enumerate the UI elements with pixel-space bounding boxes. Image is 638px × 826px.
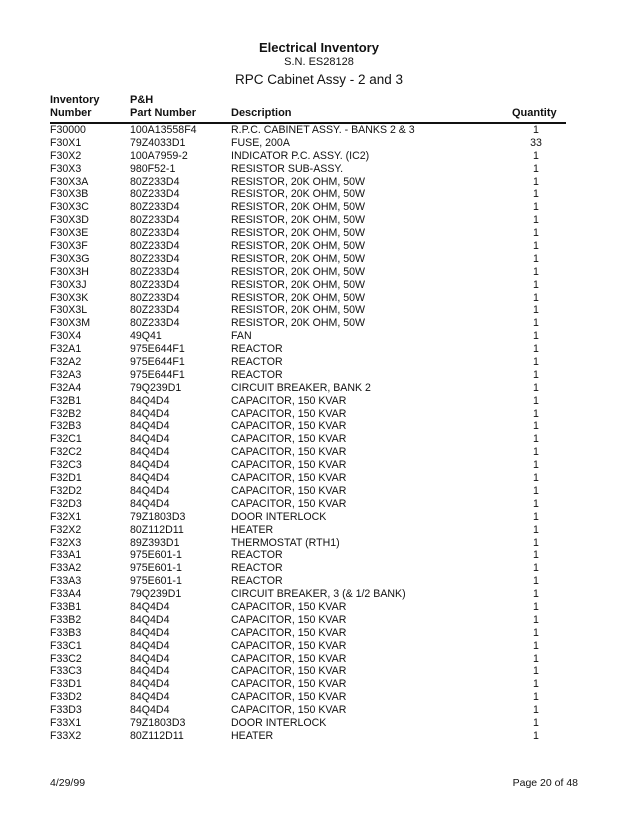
cell-inventory-number: F30X3K xyxy=(50,291,89,304)
cell-part-number: 84Q4D4 xyxy=(130,484,170,497)
table-row xyxy=(50,279,566,292)
cell-description: CAPACITOR, 150 KVAR xyxy=(231,626,347,639)
cell-description: RESISTOR, 20K OHM, 50W xyxy=(231,227,366,240)
cell-description: REACTOR xyxy=(231,356,283,369)
cell-quantity: 1 xyxy=(533,652,539,665)
cell-description: CAPACITOR, 150 KVAR xyxy=(231,407,347,420)
table-row xyxy=(50,665,566,678)
cell-quantity: 1 xyxy=(533,201,539,214)
cell-inventory-number: F32A4 xyxy=(50,381,82,394)
cell-inventory-number: F32C3 xyxy=(50,459,82,472)
cell-inventory-number: F30X2 xyxy=(50,149,82,162)
cell-description: CAPACITOR, 150 KVAR xyxy=(231,446,347,459)
table-row xyxy=(50,227,566,240)
table-row xyxy=(50,395,566,408)
cell-description: CAPACITOR, 150 KVAR xyxy=(231,678,347,691)
table-row xyxy=(50,317,566,330)
cell-inventory-number: F33B1 xyxy=(50,600,82,613)
cell-part-number: 80Z112D11 xyxy=(130,729,184,742)
cell-inventory-number: F33C3 xyxy=(50,665,82,678)
table-row xyxy=(50,730,566,743)
cell-quantity: 1 xyxy=(533,343,539,356)
header-part-bottom: Part Number xyxy=(130,107,197,119)
table-row xyxy=(50,382,566,395)
document-subtitle: RPC Cabinet Assy - 2 and 3 xyxy=(234,72,404,87)
cell-quantity: 1 xyxy=(533,420,539,433)
cell-inventory-number: F32X2 xyxy=(50,523,82,536)
cell-description: CAPACITOR, 150 KVAR xyxy=(231,433,347,446)
cell-inventory-number: F30000 xyxy=(50,124,86,136)
table-row xyxy=(50,137,566,150)
cell-description: RESISTOR, 20K OHM, 50W xyxy=(231,278,366,291)
cell-quantity: 1 xyxy=(533,381,539,394)
cell-part-number: 84Q4D4 xyxy=(130,446,170,459)
cell-inventory-number: F33X2 xyxy=(50,729,82,742)
table-row xyxy=(50,472,566,485)
cell-inventory-number: F32D1 xyxy=(50,472,82,485)
document-header xyxy=(0,40,638,88)
cell-part-number: 80Z233D4 xyxy=(130,214,180,227)
cell-description: RESISTOR, 20K OHM, 50W xyxy=(231,201,366,214)
cell-part-number: 89Z393D1 xyxy=(130,536,180,549)
cell-part-number: 79Q239D1 xyxy=(130,381,182,394)
table-row xyxy=(50,704,566,717)
cell-description: RESISTOR, 20K OHM, 50W xyxy=(231,214,366,227)
cell-part-number: 975E644F1 xyxy=(130,356,185,369)
header-inventory-bottom: Number xyxy=(50,107,92,119)
cell-inventory-number: F33C1 xyxy=(50,639,82,652)
cell-part-number: 80Z233D4 xyxy=(130,252,180,265)
cell-inventory-number: F30X3A xyxy=(50,175,89,188)
table-row xyxy=(50,601,566,614)
cell-quantity: 1 xyxy=(533,613,539,626)
table-row xyxy=(50,614,566,627)
cell-quantity: 1 xyxy=(533,665,539,678)
header-description: Description xyxy=(231,107,292,119)
cell-quantity: 1 xyxy=(533,562,539,575)
cell-quantity: 1 xyxy=(533,188,539,201)
table-row xyxy=(50,459,566,472)
table-row xyxy=(50,124,566,137)
cell-quantity: 1 xyxy=(533,716,539,729)
cell-part-number: 79Z4033D1 xyxy=(130,136,186,149)
cell-part-number: 80Z233D4 xyxy=(130,188,180,201)
cell-inventory-number: F33A2 xyxy=(50,562,82,575)
cell-quantity: 1 xyxy=(533,227,539,240)
cell-part-number: 80Z233D4 xyxy=(130,227,180,240)
cell-part-number: 84Q4D4 xyxy=(130,420,170,433)
cell-part-number: 975E601-1 xyxy=(130,562,182,575)
cell-quantity: 1 xyxy=(533,678,539,691)
cell-description: HEATER xyxy=(231,523,274,536)
cell-quantity: 1 xyxy=(533,175,539,188)
table-row xyxy=(50,292,566,305)
cell-quantity: 1 xyxy=(533,588,539,601)
cell-inventory-number: F32D2 xyxy=(50,484,82,497)
cell-inventory-number: F33D1 xyxy=(50,678,82,691)
cell-inventory-number: F33X1 xyxy=(50,716,82,729)
cell-quantity: 1 xyxy=(533,330,539,343)
cell-quantity: 1 xyxy=(533,252,539,265)
cell-inventory-number: F30X3C xyxy=(50,201,89,214)
cell-description: RESISTOR, 20K OHM, 50W xyxy=(231,291,366,304)
cell-description: RESISTOR, 20K OHM, 50W xyxy=(231,240,366,253)
cell-inventory-number: F32B2 xyxy=(50,407,82,420)
cell-quantity: 1 xyxy=(533,149,539,162)
cell-description: RESISTOR, 20K OHM, 50W xyxy=(231,175,366,188)
cell-part-number: 980F52-1 xyxy=(130,162,176,175)
table-row xyxy=(50,433,566,446)
cell-inventory-number: F30X3D xyxy=(50,214,89,227)
cell-inventory-number: F30X3L xyxy=(50,304,88,317)
table-row xyxy=(50,485,566,498)
cell-inventory-number: F30X3M xyxy=(50,317,91,330)
table-row xyxy=(50,240,566,253)
cell-inventory-number: F33A4 xyxy=(50,588,82,601)
cell-quantity: 1 xyxy=(533,639,539,652)
table-row xyxy=(50,304,566,317)
cell-part-number: 80Z233D4 xyxy=(130,240,180,253)
cell-inventory-number: F30X3J xyxy=(50,278,87,291)
cell-quantity: 1 xyxy=(533,600,539,613)
cell-description: CAPACITOR, 150 KVAR xyxy=(231,394,347,407)
cell-inventory-number: F33B3 xyxy=(50,626,82,639)
cell-description: CIRCUIT BREAKER, 3 (& 1/2 BANK) xyxy=(231,588,406,601)
cell-quantity: 1 xyxy=(533,497,539,510)
cell-inventory-number: F32A1 xyxy=(50,343,82,356)
cell-description: INDICATOR P.C. ASSY. (IC2) xyxy=(231,149,370,162)
cell-inventory-number: F32D3 xyxy=(50,497,82,510)
cell-part-number: 79Z1803D3 xyxy=(130,716,186,729)
cell-quantity: 1 xyxy=(533,626,539,639)
cell-inventory-number: F32A2 xyxy=(50,356,82,369)
footer-page-number: Page 20 of 48 xyxy=(512,777,578,789)
table-row xyxy=(50,408,566,421)
cell-inventory-number: F30X3G xyxy=(50,252,90,265)
cell-inventory-number: F30X3E xyxy=(50,227,89,240)
cell-description: RESISTOR, 20K OHM, 50W xyxy=(231,252,366,265)
cell-quantity: 1 xyxy=(533,691,539,704)
cell-quantity: 1 xyxy=(533,407,539,420)
table-row xyxy=(50,562,566,575)
cell-inventory-number: F32X3 xyxy=(50,536,82,549)
table-row xyxy=(50,498,566,511)
cell-inventory-number: F32B1 xyxy=(50,394,82,407)
table-row xyxy=(50,150,566,163)
cell-quantity: 1 xyxy=(533,446,539,459)
cell-quantity: 1 xyxy=(533,484,539,497)
cell-part-number: 975E601-1 xyxy=(130,549,182,562)
cell-inventory-number: F33A3 xyxy=(50,575,82,588)
cell-part-number: 80Z233D4 xyxy=(130,201,180,214)
table-row xyxy=(50,717,566,730)
cell-quantity: 1 xyxy=(533,304,539,317)
cell-description: RESISTOR, 20K OHM, 50W xyxy=(231,188,366,201)
cell-description: FUSE, 200A xyxy=(231,136,290,149)
cell-quantity: 1 xyxy=(533,536,539,549)
cell-part-number: 84Q4D4 xyxy=(130,652,170,665)
cell-part-number: 84Q4D4 xyxy=(130,433,170,446)
table-row xyxy=(50,420,566,433)
cell-description: CAPACITOR, 150 KVAR xyxy=(231,704,347,717)
table-row xyxy=(50,188,566,201)
cell-inventory-number: F32C1 xyxy=(50,433,82,446)
cell-description: CAPACITOR, 150 KVAR xyxy=(231,459,347,472)
cell-part-number: 80Z233D4 xyxy=(130,265,180,278)
cell-quantity: 1 xyxy=(533,394,539,407)
header-quantity: Quantity xyxy=(512,107,557,119)
cell-quantity: 1 xyxy=(533,240,539,253)
cell-description: CAPACITOR, 150 KVAR xyxy=(231,639,347,652)
cell-part-number: 84Q4D4 xyxy=(130,394,170,407)
cell-description: CAPACITOR, 150 KVAR xyxy=(231,691,347,704)
cell-inventory-number: F30X4 xyxy=(50,330,82,343)
cell-quantity: 1 xyxy=(533,575,539,588)
cell-description: RESISTOR, 20K OHM, 50W xyxy=(231,304,366,317)
cell-part-number: 100A7959-2 xyxy=(130,149,188,162)
table-row xyxy=(50,575,566,588)
table-row xyxy=(50,201,566,214)
cell-description: REACTOR xyxy=(231,343,283,356)
cell-part-number: 100A13558F4 xyxy=(130,124,197,136)
cell-description: THERMOSTAT (RTH1) xyxy=(231,536,340,549)
table-row xyxy=(50,640,566,653)
cell-inventory-number: F32A3 xyxy=(50,368,82,381)
cell-description: DOOR INTERLOCK xyxy=(231,510,327,523)
table-row xyxy=(50,176,566,189)
footer-date: 4/29/99 xyxy=(50,777,86,789)
cell-description: CAPACITOR, 150 KVAR xyxy=(231,600,347,613)
cell-quantity: 1 xyxy=(533,729,539,742)
cell-description: CIRCUIT BREAKER, BANK 2 xyxy=(231,381,371,394)
cell-quantity: 1 xyxy=(533,356,539,369)
cell-quantity: 1 xyxy=(533,523,539,536)
cell-quantity: 1 xyxy=(533,291,539,304)
cell-quantity: 1 xyxy=(533,549,539,562)
cell-description: RESISTOR, 20K OHM, 50W xyxy=(231,265,366,278)
table-row xyxy=(50,163,566,176)
table-row xyxy=(50,691,566,704)
cell-description: RESISTOR, 20K OHM, 50W xyxy=(231,317,366,330)
cell-description: REACTOR xyxy=(231,562,283,575)
header-part-top: P&H xyxy=(130,94,154,106)
table-header xyxy=(50,92,556,120)
cell-part-number: 84Q4D4 xyxy=(130,665,170,678)
cell-part-number: 79Q239D1 xyxy=(130,588,182,601)
cell-description: CAPACITOR, 150 KVAR xyxy=(231,613,347,626)
table-row xyxy=(50,330,566,343)
cell-inventory-number: F30X3H xyxy=(50,265,89,278)
cell-part-number: 80Z233D4 xyxy=(130,304,180,317)
cell-part-number: 49Q41 xyxy=(130,330,162,343)
cell-description: CAPACITOR, 150 KVAR xyxy=(231,484,347,497)
cell-description: RESISTOR SUB-ASSY. xyxy=(231,162,344,175)
cell-inventory-number: F33B2 xyxy=(50,613,82,626)
table-row xyxy=(50,446,566,459)
cell-description: CAPACITOR, 150 KVAR xyxy=(231,497,347,510)
cell-description: REACTOR xyxy=(231,549,283,562)
cell-description: CAPACITOR, 150 KVAR xyxy=(231,652,347,665)
cell-part-number: 80Z233D4 xyxy=(130,175,180,188)
document-title: Electrical Inventory xyxy=(259,40,379,55)
cell-quantity: 1 xyxy=(533,278,539,291)
cell-quantity: 1 xyxy=(533,214,539,227)
cell-part-number: 84Q4D4 xyxy=(130,497,170,510)
table-row xyxy=(50,369,566,382)
table-row xyxy=(50,266,566,279)
cell-quantity: 1 xyxy=(533,265,539,278)
table-row xyxy=(50,356,566,369)
header-inventory-top: Inventory xyxy=(50,94,100,106)
cell-inventory-number: F30X3F xyxy=(50,240,88,253)
cell-part-number: 84Q4D4 xyxy=(130,459,170,472)
cell-description: DOOR INTERLOCK xyxy=(231,716,327,729)
cell-part-number: 975E644F1 xyxy=(130,343,185,356)
cell-part-number: 84Q4D4 xyxy=(130,639,170,652)
cell-description: REACTOR xyxy=(231,368,283,381)
table-row xyxy=(50,537,566,550)
serial-number: S.N. ES28128 xyxy=(284,56,354,68)
cell-part-number: 80Z233D4 xyxy=(130,317,180,330)
cell-part-number: 975E644F1 xyxy=(130,368,185,381)
cell-part-number: 84Q4D4 xyxy=(130,407,170,420)
table-row xyxy=(50,588,566,601)
cell-description: CAPACITOR, 150 KVAR xyxy=(231,665,347,678)
cell-inventory-number: F33A1 xyxy=(50,549,82,562)
cell-part-number: 84Q4D4 xyxy=(130,691,170,704)
cell-part-number: 80Z233D4 xyxy=(130,278,180,291)
cell-quantity: 1 xyxy=(533,472,539,485)
cell-part-number: 80Z112D11 xyxy=(130,523,184,536)
cell-inventory-number: F30X3B xyxy=(50,188,89,201)
inventory-table xyxy=(50,124,566,743)
cell-inventory-number: F32C2 xyxy=(50,446,82,459)
cell-quantity: 33 xyxy=(530,136,542,149)
table-row xyxy=(50,511,566,524)
table-row xyxy=(50,678,566,691)
cell-part-number: 84Q4D4 xyxy=(130,678,170,691)
cell-quantity: 1 xyxy=(533,433,539,446)
cell-part-number: 84Q4D4 xyxy=(130,600,170,613)
cell-quantity: 1 xyxy=(533,510,539,523)
table-row xyxy=(50,653,566,666)
table-row xyxy=(50,627,566,640)
cell-part-number: 80Z233D4 xyxy=(130,291,180,304)
cell-quantity: 1 xyxy=(533,704,539,717)
table-row xyxy=(50,253,566,266)
cell-inventory-number: F33C2 xyxy=(50,652,82,665)
cell-quantity: 1 xyxy=(533,317,539,330)
table-row xyxy=(50,343,566,356)
table-row xyxy=(50,524,566,537)
cell-description: REACTOR xyxy=(231,575,283,588)
cell-quantity: 1 xyxy=(533,368,539,381)
cell-part-number: 975E601-1 xyxy=(130,575,182,588)
cell-quantity: 1 xyxy=(533,162,539,175)
cell-part-number: 84Q4D4 xyxy=(130,613,170,626)
cell-quantity: 1 xyxy=(533,459,539,472)
cell-description: R.P.C. CABINET ASSY. - BANKS 2 & 3 xyxy=(231,124,415,136)
cell-quantity: 1 xyxy=(533,124,539,136)
table-row xyxy=(50,214,566,227)
cell-description: FAN xyxy=(231,330,252,343)
cell-description: CAPACITOR, 150 KVAR xyxy=(231,420,347,433)
cell-inventory-number: F33D2 xyxy=(50,691,82,704)
cell-inventory-number: F30X3 xyxy=(50,162,82,175)
cell-part-number: 84Q4D4 xyxy=(130,704,170,717)
cell-part-number: 84Q4D4 xyxy=(130,626,170,639)
cell-inventory-number: F33D3 xyxy=(50,704,82,717)
cell-inventory-number: F32X1 xyxy=(50,510,82,523)
cell-part-number: 79Z1803D3 xyxy=(130,510,186,523)
cell-inventory-number: F32B3 xyxy=(50,420,82,433)
cell-description: HEATER xyxy=(231,729,274,742)
cell-inventory-number: F30X1 xyxy=(50,136,82,149)
table-row xyxy=(50,549,566,562)
cell-description: CAPACITOR, 150 KVAR xyxy=(231,472,347,485)
cell-part-number: 84Q4D4 xyxy=(130,472,170,485)
